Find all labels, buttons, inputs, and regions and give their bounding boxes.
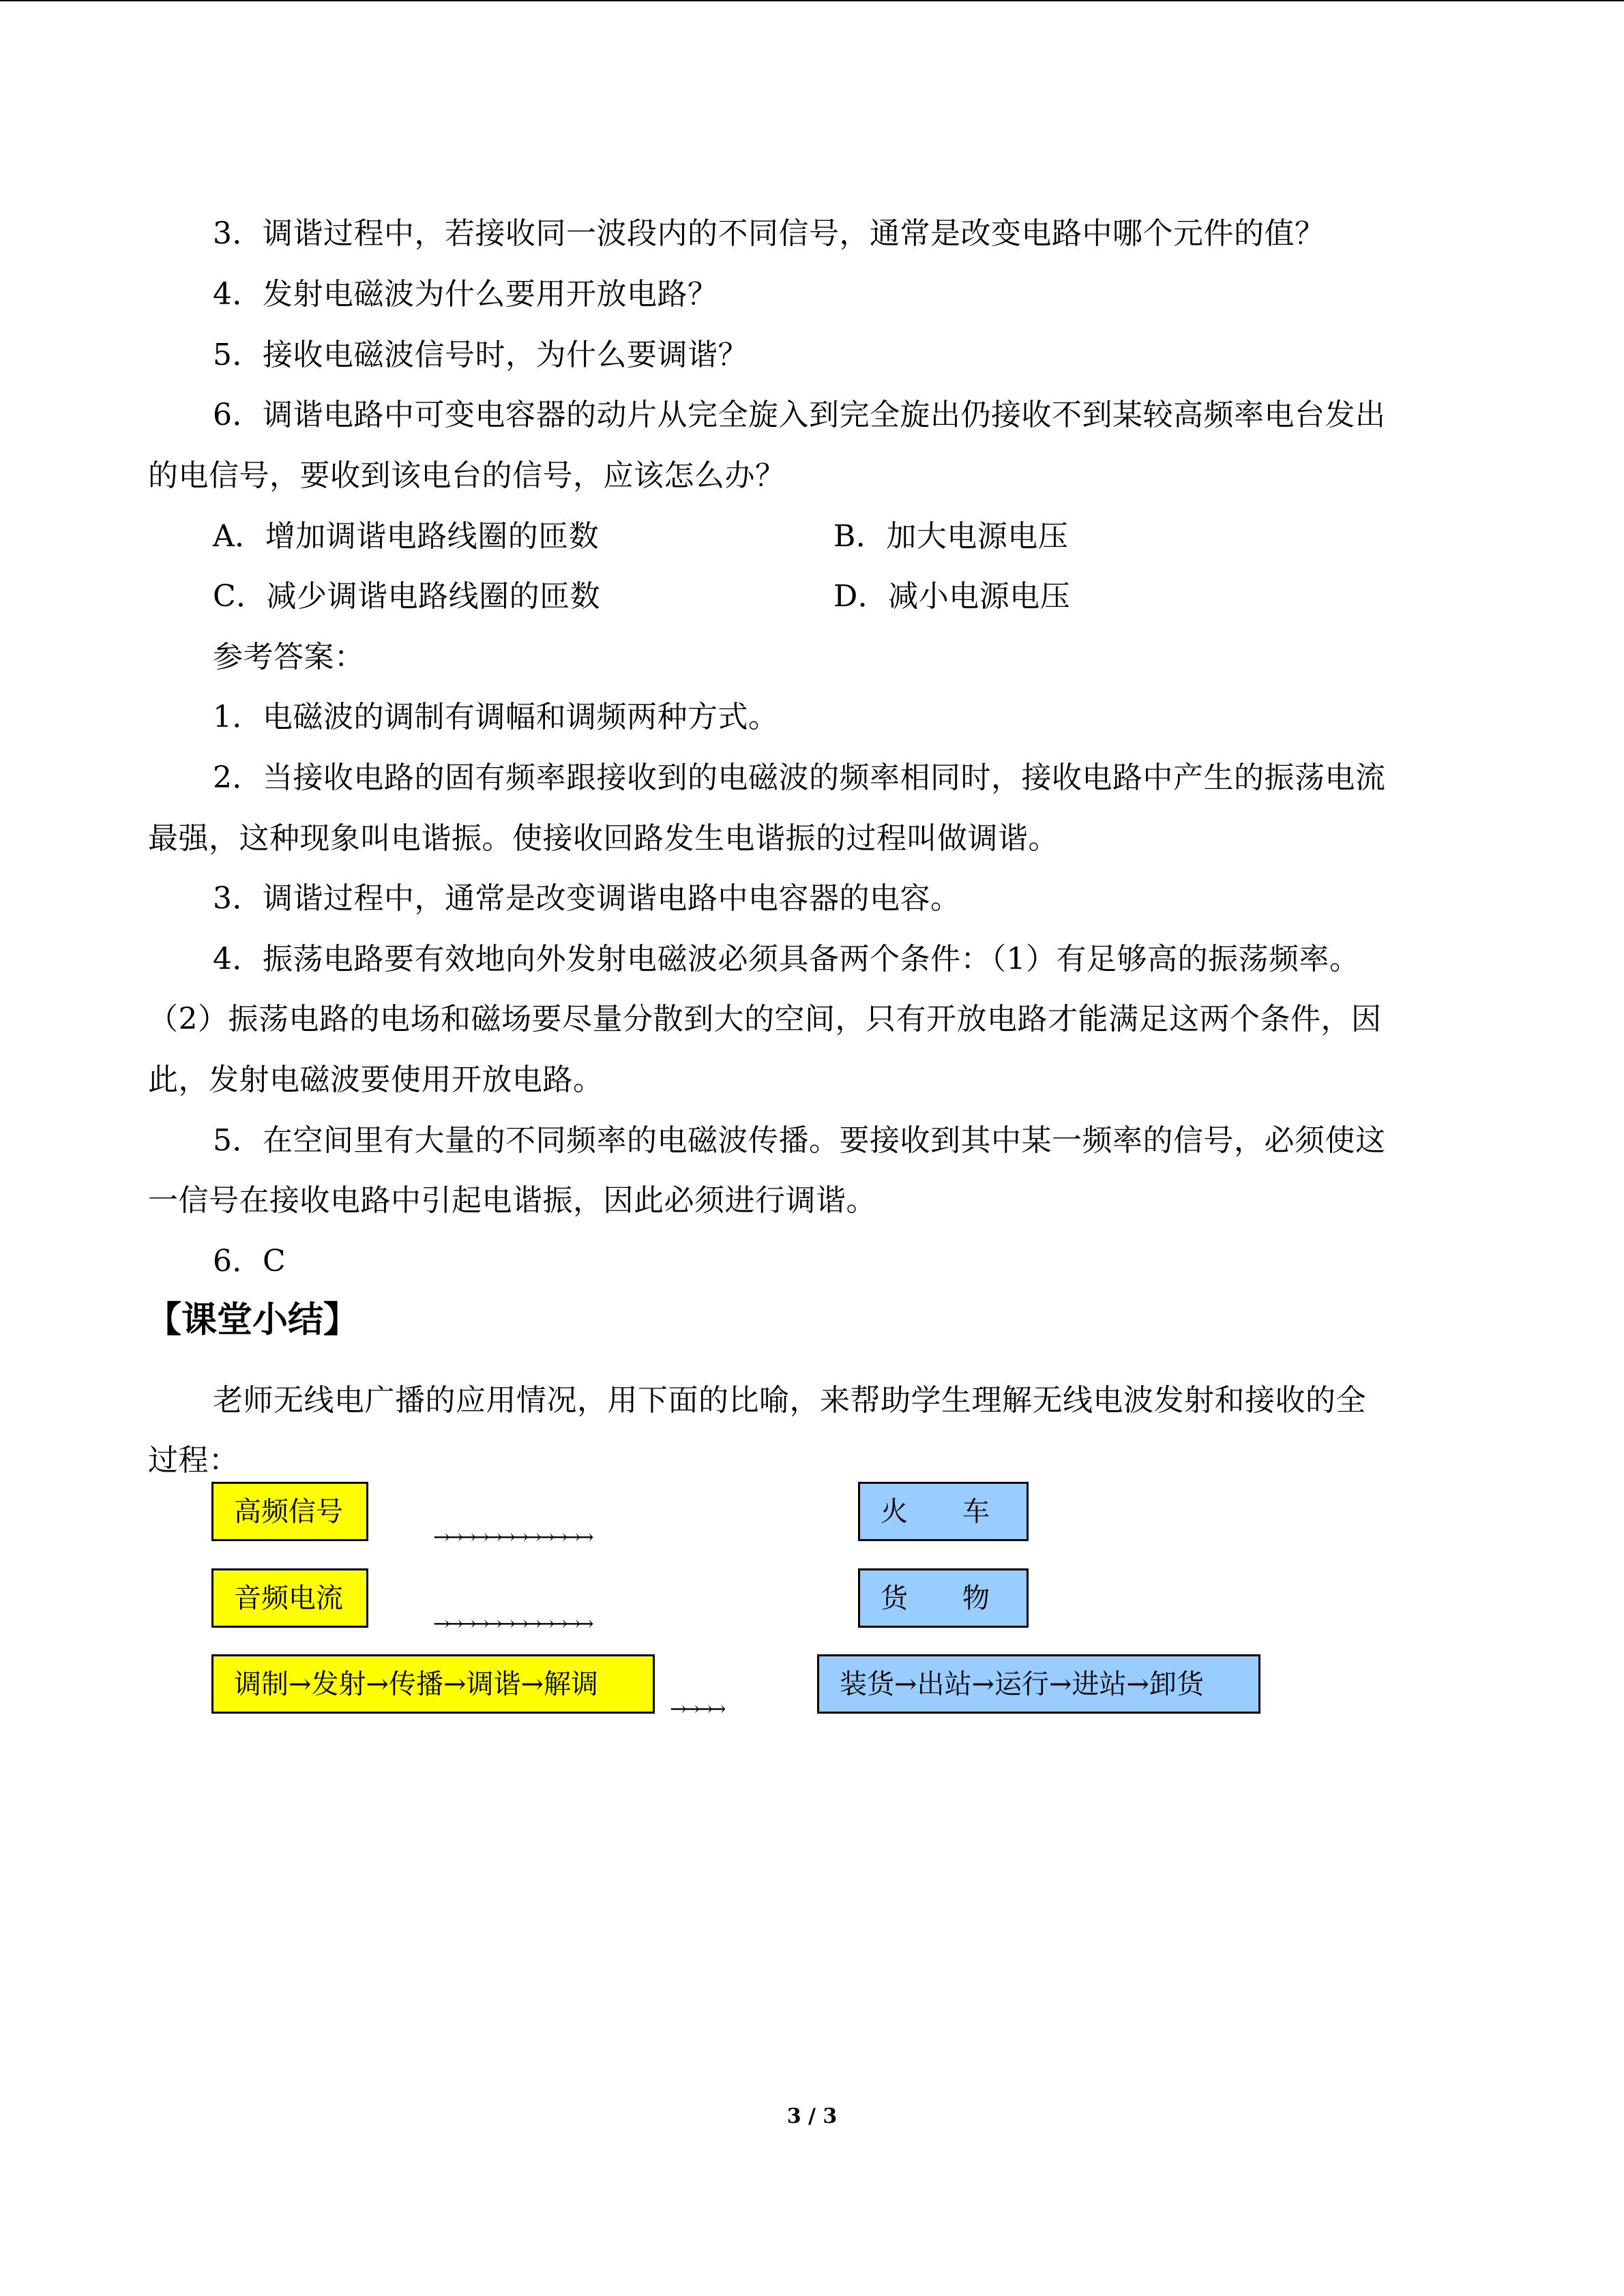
summary-heading: 【课堂小结】	[146, 1299, 359, 1341]
arrows-row-1: →→→→→→→→→→→→	[433, 1525, 590, 1549]
box-broadcast-process: 调制→发射→传播→调谐→解调	[211, 1654, 655, 1714]
top-border-line	[0, 0, 1624, 1]
answer-6: 6．C	[213, 1244, 286, 1279]
question-6-line2: 的电信号，要收到该电台的信号，应该怎么办？	[148, 458, 786, 493]
answers-title: 参考答案：	[213, 640, 365, 674]
box-audio-current: 音频电流	[211, 1568, 368, 1628]
arrows-row-3: →→→→	[670, 1697, 722, 1721]
box-cargo: 货 物	[858, 1568, 1029, 1628]
question-3: 3．调谐过程中，若接收同一波段内的不同信号，通常是改变电路中哪个元件的值？	[213, 216, 1325, 251]
answer-2-line1: 2．当接收电路的固有频率跟接收到的电磁波的频率相同时，接收电路中产生的振荡电流	[213, 760, 1386, 795]
answer-1: 1．电磁波的调制有调幅和调频两种方式。	[213, 700, 779, 734]
option-a: A．增加调谐电路线圈的匝数	[213, 519, 600, 554]
option-b: B．加大电源电压	[833, 519, 1069, 554]
summary-text-line1: 老师无线电广播的应用情况，用下面的比喻，来帮助学生理解无线电波发射和接收的全	[213, 1383, 1366, 1418]
summary-text-line2: 过程：	[148, 1443, 239, 1478]
answer-4-line3: 此，发射电磁波要使用开放电路。	[148, 1062, 604, 1097]
option-d: D．减小电源电压	[833, 579, 1071, 614]
box-train-process: 装货→出站→运行→进站→卸货	[817, 1654, 1260, 1714]
question-4: 4．发射电磁波为什么要用开放电路？	[213, 277, 718, 312]
answer-5-line2: 一信号在接收电路中引起电谐振，因此必须进行调谐。	[148, 1183, 876, 1218]
box-train: 火 车	[858, 1482, 1029, 1541]
answer-4-line1: 4．振荡电路要有效地向外发射电磁波必须具备两个条件：（1）有足够高的振荡频率。	[213, 942, 1360, 976]
arrows-row-2: →→→→→→→→→→→→	[433, 1612, 590, 1636]
answer-5-line1: 5．在空间里有大量的不同频率的电磁波传播。要接收到其中某一频率的信号，必须使这	[213, 1123, 1386, 1158]
question-6-line1: 6．调谐电路中可变电容器的动片从完全旋入到完全旋出仍接收不到某较高频率电台发出	[213, 398, 1386, 432]
question-5: 5．接收电磁波信号时，为什么要调谐？	[213, 338, 748, 372]
box-high-frequency-signal: 高频信号	[211, 1482, 368, 1541]
answer-2-line2: 最强，这种现象叫电谐振。使接收回路发生电谐振的过程叫做调谐。	[148, 821, 1059, 856]
page-number: 3 / 3	[786, 2104, 838, 2128]
option-c: C．减少调谐电路线圈的匝数	[213, 579, 601, 614]
answer-3: 3．调谐过程中，通常是改变调谐电路中电容器的电容。	[213, 881, 961, 916]
answer-4-line2: （2）振荡电路的电场和磁场要尽量分散到大的空间，只有开放电路才能满足这两个条件，因	[148, 1002, 1382, 1037]
